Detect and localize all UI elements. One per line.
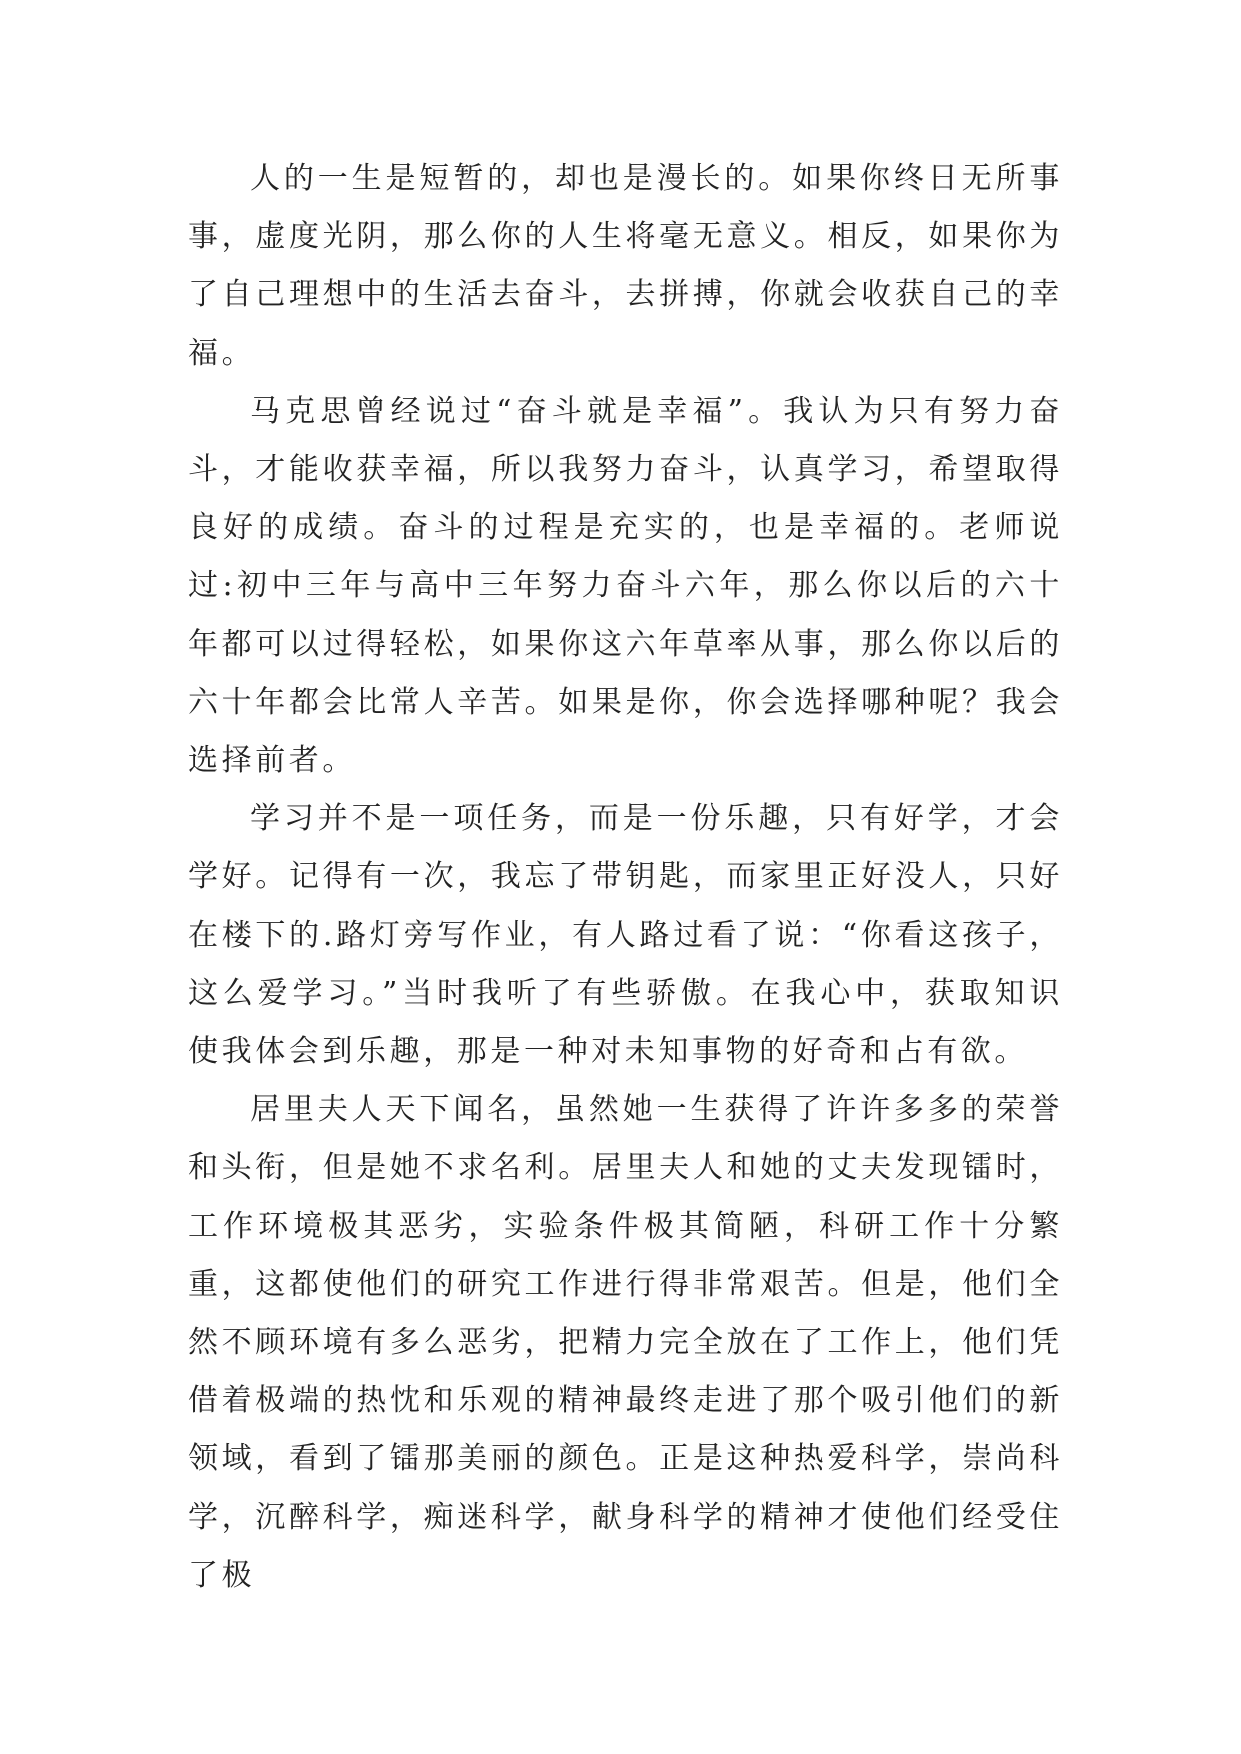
paragraph-2: 马克思曾经说过“奋斗就是幸福”。我认为只有努力奋斗，才能收获幸福，所以我努力奋斗，认真学习，希望取得良好的成绩。奋斗的过程是充实的，也是幸福的。老师说过:初中三年与高中三年努力奋斗六年，那么你以后的六十年都可以过得轻松，如果你这六年草率从事，那么你以后的六十年都会比常人辛苦。如果是你，你会选择哪种呢？我会选择前者。 bbox=[188, 393, 1063, 779]
paragraph-4: 居里夫人天下闻名，虽然她一生获得了许许多多的荣誉和头衔，但是她不求名利。居里夫人和她的丈夫发现镭时，工作环境极其恶劣，实验条件极其简陋，科研工作十分繁重，这都使他们的研究工作进行得非常艰苦。但是，他们全然不顾环境有多么恶劣，把精力完全放在了工作上，他们凭借着极端的热忱和乐观的精神最终走进了那个吸引他们的新领域，看到了镭那美丽的颜色。正是这种热爱科学，崇尚科学，沉醉科学，痴迷科学，献身科学的精神才使他们经受住了极 bbox=[188, 1092, 1063, 1593]
paragraph-3: 学习并不是一项任务，而是一份乐趣，只有好学，才会学好。记得有一次，我忘了带钥匙，而家里正好没人，只好在楼下的.路灯旁写作业，有人路过看了说：“你看这孩子，这么爱学习。”当时我听了有些骄傲。在我心中，获取知识使我体会到乐趣，那是一种对未知事物的好奇和占有欲。 bbox=[188, 801, 1063, 1070]
paragraph-1: 人的一生是短暂的，却也是漫长的。如果你终日无所事事，虚度光阴，那么你的人生将毫无意义。相反，如果你为了自己理想中的生活去奋斗，去拼搏，你就会收获自己的幸福。 bbox=[188, 161, 1063, 371]
document-body bbox=[188, 150, 1063, 1605]
